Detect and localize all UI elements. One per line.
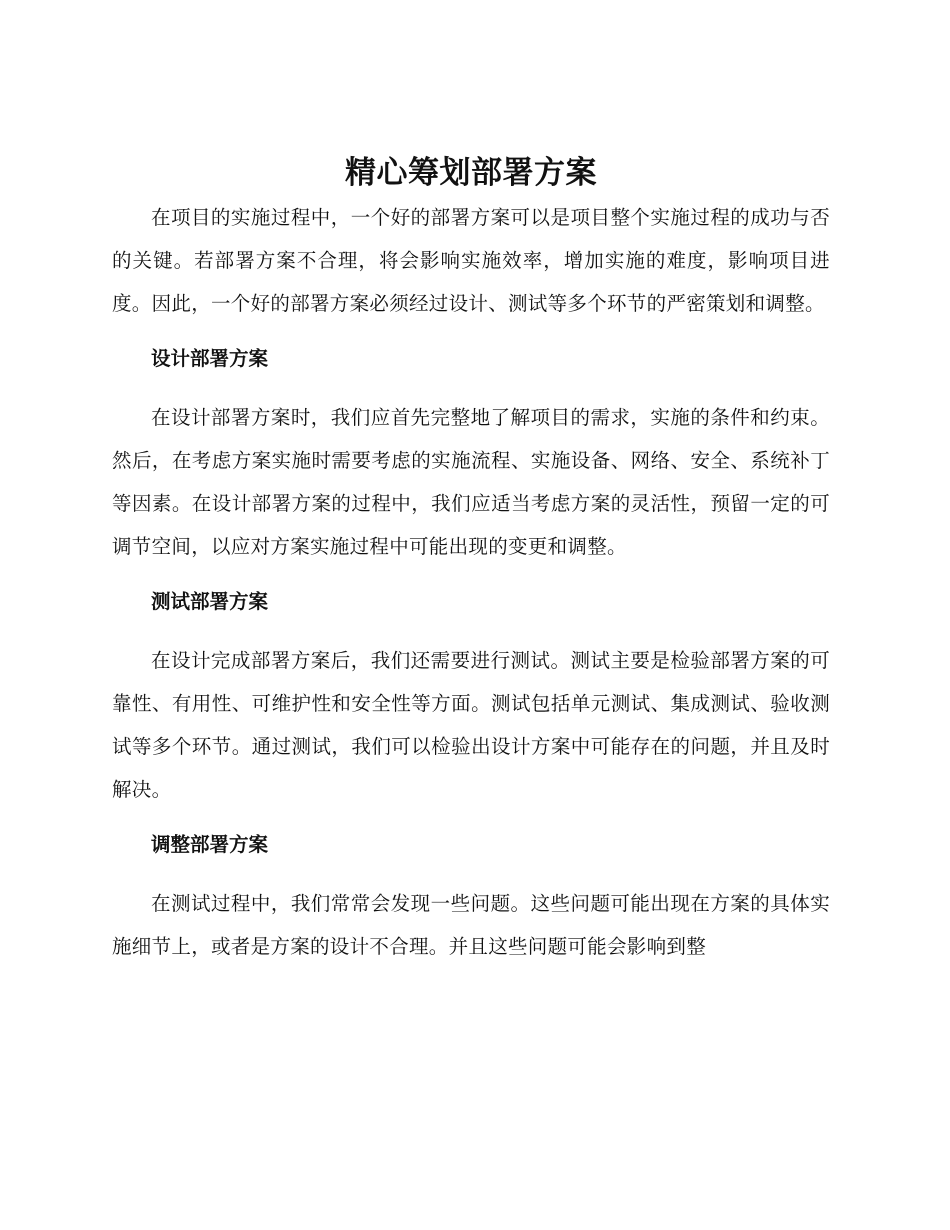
- document-title: 精心筹划部署方案: [345, 155, 597, 191]
- section-heading-adjust: 调整部署方案: [151, 833, 269, 856]
- document-page: [112, 150, 830, 968]
- spacer: [112, 866, 830, 882]
- spacer: [112, 623, 830, 639]
- spacer: [112, 568, 830, 580]
- intro-paragraph: 在项目的实施过程中，一个好的部署方案可以是项目整个实施过程的成功与否的关键。若部署方案不合理，将会影响实施效率，增加实施的难度，影响项目进度。因此，一个好的部署方案必须经过设计、测试等多个环节的严密策划和调整。: [112, 206, 830, 315]
- spacer: [112, 811, 830, 823]
- section-body-test: 在设计完成部署方案后，我们还需要进行测试。测试主要是检验部署方案的可靠性、有用性、可维护性和安全性等方面。测试包括单元测试、集成测试、验收测试等多个环节。通过测试，我们可以检验出设计方案中可能存在的问题，并且及时解决。: [112, 649, 830, 801]
- section-body-design: 在设计部署方案时，我们应首先完整地了解项目的需求，实施的条件和约束。然后，在考虑方案实施时需要考虑的实施流程、实施设备、网络、安全、系统补丁等因素。在设计部署方案的过程中，我们应适当考虑方案的灵活性，预留一定的可调节空间，以应对方案实施过程中可能出现的变更和调整。: [112, 406, 830, 558]
- section-heading-design: 设计部署方案: [151, 347, 269, 370]
- spacer: [112, 325, 830, 337]
- spacer: [112, 380, 830, 396]
- section-heading-test: 测试部署方案: [151, 590, 269, 613]
- section-body-adjust: 在测试过程中，我们常常会发现一些问题。这些问题可能出现在方案的具体实施细节上，或者是方案的设计不合理。并且这些问题可能会影响到整: [112, 892, 830, 958]
